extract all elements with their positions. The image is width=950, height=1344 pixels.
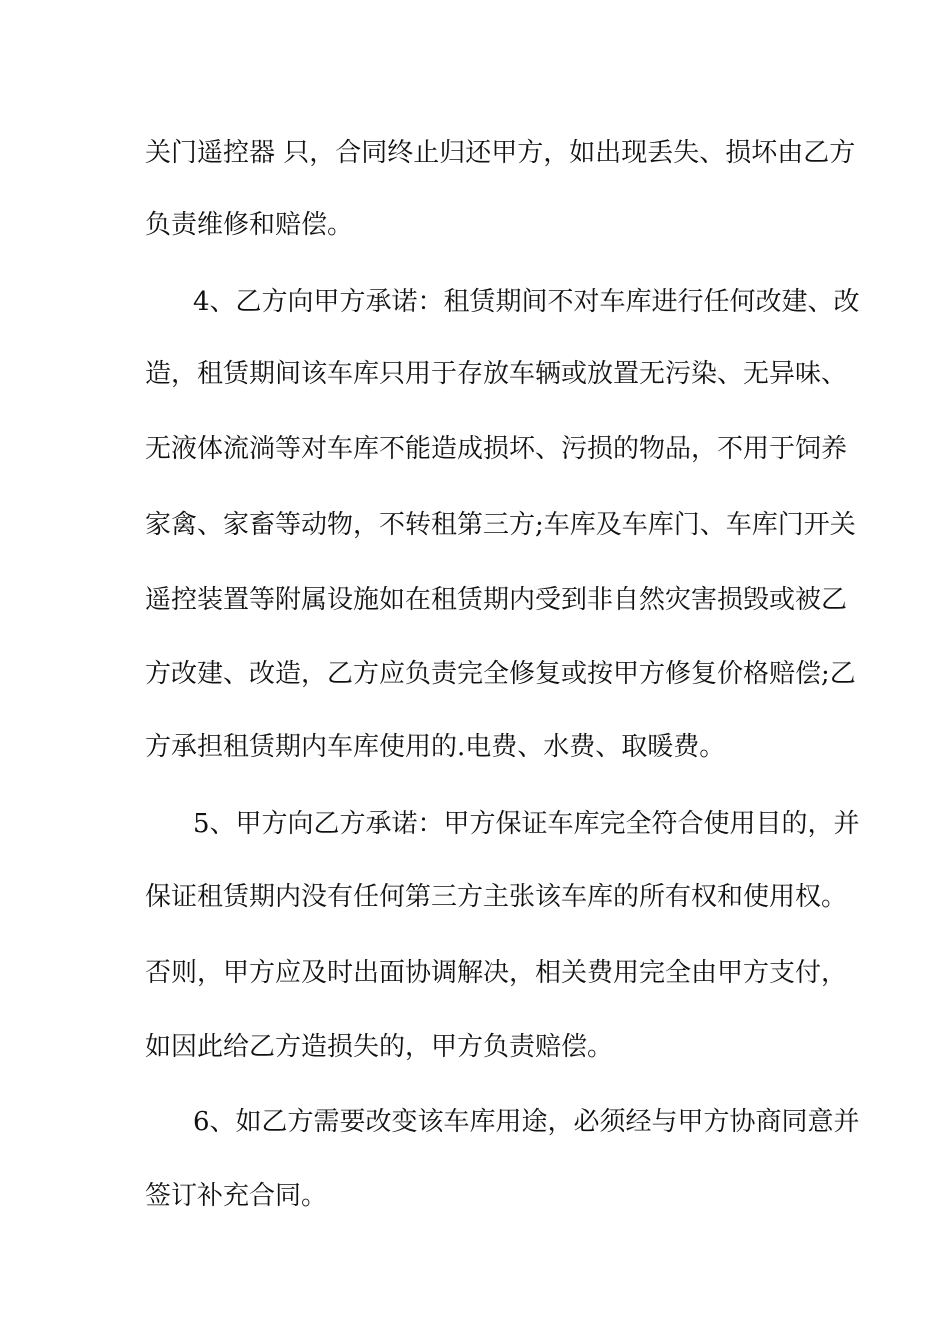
paragraph-line: 否则，甲方应及时出面协调解决，相关费用完全由甲方支付， [145,958,848,988]
paragraph-line: 无液体流淌等对车库不能造成损坏、污损的物品，不用于饲养 [145,434,848,464]
paragraph-line: 5、甲方向乙方承诺：甲方保证车库完全符合使用目的，并 [193,809,860,839]
paragraph-line: 关门遥控器 只，合同终止归还甲方，如出现丢失、损坏由乙方 [145,138,856,168]
paragraph-line: 如因此给乙方造损失的，甲方负责赔偿。 [145,1032,614,1062]
paragraph-line: 方承担租赁期内车库使用的.电费、水费、取暖费。 [145,732,726,762]
paragraph-line: 遥控装置等附属设施如在租赁期内受到非自然灾害损毁或被乙 [145,585,848,615]
paragraph-line: 家禽、家畜等动物，不转租第三方;车库及车库门、车库门开关 [145,510,856,540]
paragraph-line: 造，租赁期间该车库只用于存放车辆或放置无污染、无异味、 [145,359,848,389]
paragraph-line: 保证租赁期内没有任何第三方主张该车库的所有权和使用权。 [145,882,848,912]
paragraph-line: 6、如乙方需要改变该车库用途，必须经与甲方协商同意并 [193,1107,860,1137]
paragraph-line: 4、乙方向甲方承诺：租赁期间不对车库进行任何改建、改 [193,287,860,317]
paragraph-line: 负责维修和赔偿。 [145,210,354,240]
paragraph-line: 签订补充合同。 [145,1181,328,1211]
paragraph-line: 方改建、改造，乙方应负责完全修复或按甲方修复价格赔偿;乙 [145,659,856,689]
